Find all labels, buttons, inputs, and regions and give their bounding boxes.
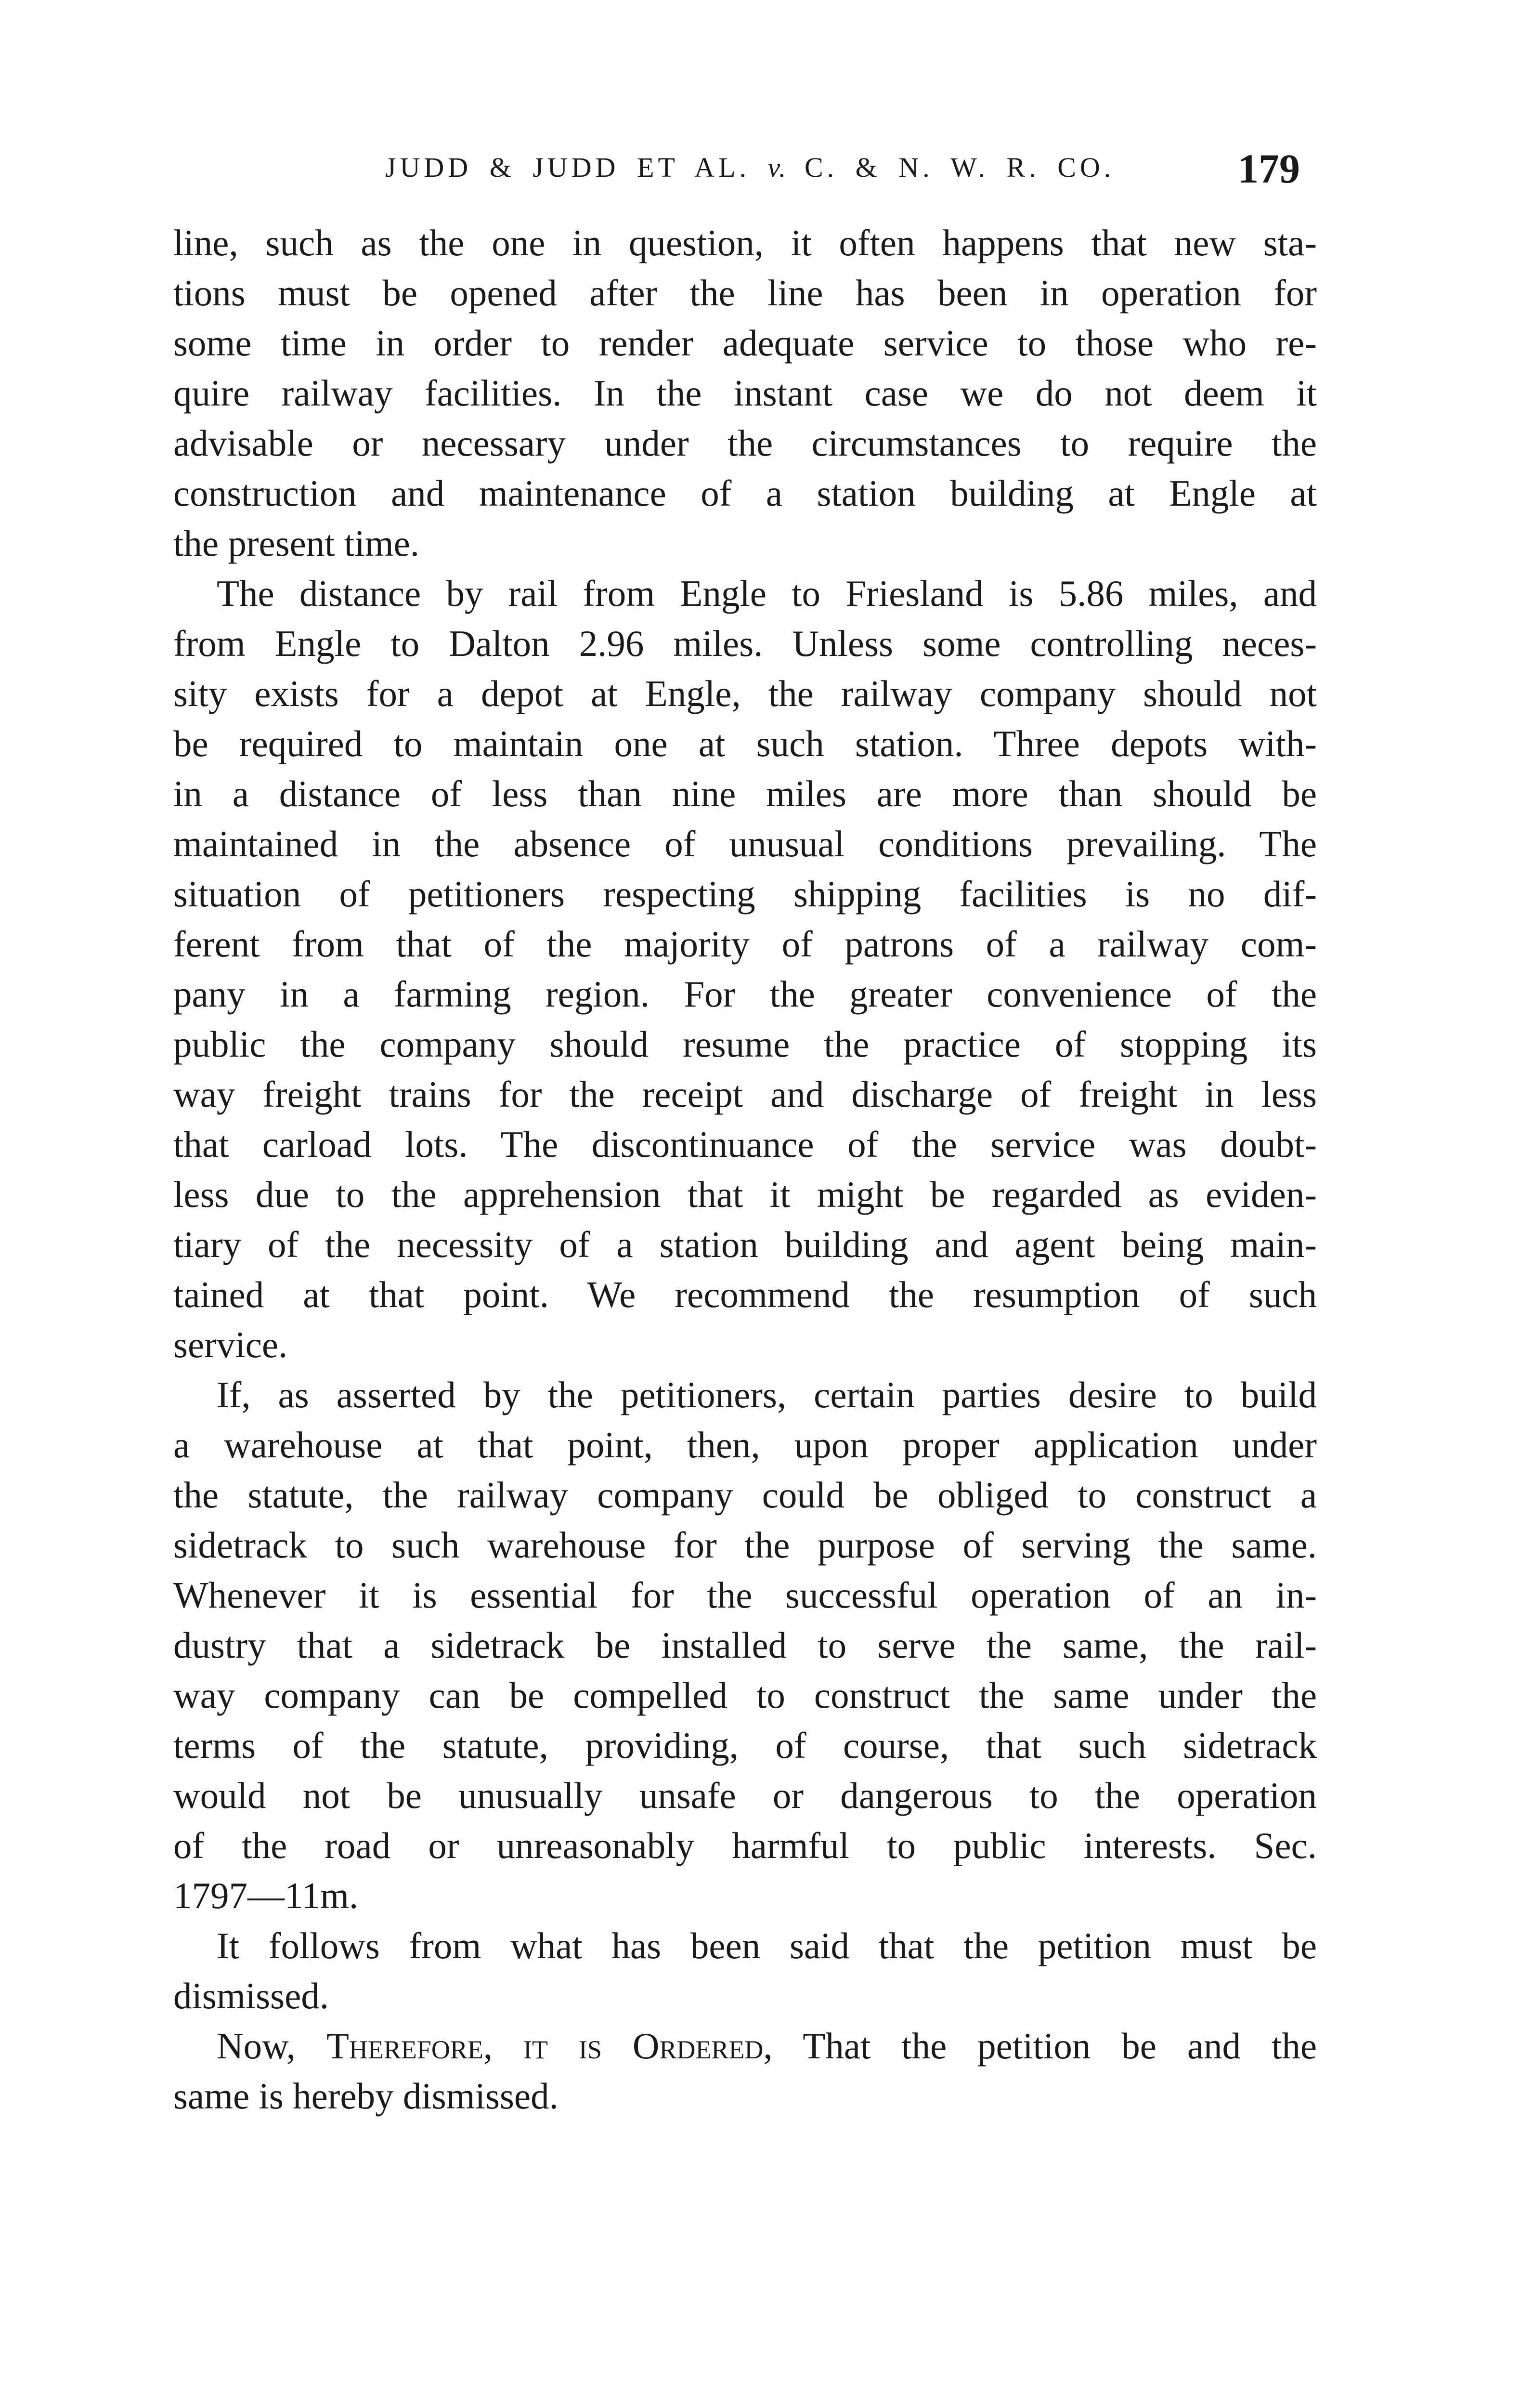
- text-line: that carload lots. The discontinuance of the service was doubt-: [173, 1124, 1317, 1165]
- page-number: 179: [1238, 145, 1300, 192]
- opinion-body: [173, 218, 1317, 2121]
- text-line: some time in order to render adequate service to those who re-: [173, 322, 1317, 364]
- running-head-parties: JUDD & JUDD ET AL.: [385, 152, 750, 183]
- text-line: less due to the apprehension that it might be regarded as eviden-: [173, 1174, 1317, 1215]
- text-line: dustry that a sidetrack be installed to serve the same, the rail-: [173, 1624, 1317, 1666]
- text-line: tions must be opened after the line has been in operation for: [173, 272, 1317, 314]
- text-line: would not be unusually unsafe or dangerous to the operation: [173, 1775, 1317, 1816]
- text-line: way freight trains for the receipt and discharge of freight in less: [173, 1073, 1317, 1115]
- order-therefore: Therefore, it is Ordered,: [326, 2025, 773, 2067]
- text-line: 1797—11m.: [173, 1875, 359, 1916]
- text-line: construction and maintenance of a station building at Engle at: [173, 472, 1317, 514]
- paragraph-3: [173, 1370, 1317, 1921]
- order-now: Now,: [217, 2025, 326, 2067]
- text-line: from Engle to Dalton 2.96 miles. Unless some controlling neces-: [173, 623, 1317, 664]
- text-line: pany in a farming region. For the greater convenience of the: [173, 973, 1317, 1015]
- text-line: way company can be compelled to construct the same under the: [173, 1675, 1317, 1716]
- text-line: sidetrack to such warehouse for the purpose of serving the same.: [173, 1524, 1317, 1566]
- text-line: maintained in the absence of unusual conditions prevailing. The: [173, 823, 1317, 864]
- text-line: in a distance of less than nine miles are more than should be: [173, 773, 1317, 814]
- text-line: service.: [173, 1324, 288, 1365]
- text-line: terms of the statute, providing, of course, that such sidetrack: [173, 1725, 1317, 1766]
- text-line: If, as asserted by the petitioners, certain parties desire to build: [217, 1374, 1317, 1415]
- text-line: ferent from that of the majority of patrons of a railway com-: [173, 923, 1317, 965]
- paragraph-1: [173, 218, 1317, 568]
- text-line: The distance by rail from Engle to Friesland is 5.86 miles, and: [217, 573, 1317, 614]
- running-head-versus: v.: [767, 152, 787, 183]
- text-line: quire railway facilities. In the instant case we do not deem it: [173, 372, 1317, 414]
- text-line: tiary of the necessity of a station building and agent being main-: [173, 1224, 1317, 1265]
- order-paragraph: [173, 2021, 1317, 2121]
- order-line: [173, 2021, 1317, 2071]
- text-line: same is hereby dismissed.: [173, 2075, 559, 2117]
- order-rest: That the petition be and the: [772, 2025, 1317, 2067]
- text-line: a warehouse at that point, then, upon proper application under: [173, 1424, 1317, 1466]
- text-line: It follows from what has been said that the petition must be: [217, 1925, 1317, 1966]
- paragraph-2: [173, 568, 1317, 1370]
- text-line: the present time.: [173, 523, 420, 564]
- page-header: [173, 144, 1329, 202]
- text-line: public the company should resume the practice of stopping its: [173, 1023, 1317, 1065]
- running-head: [385, 151, 1115, 183]
- paragraph-4: [173, 1921, 1317, 2021]
- text-line: situation of petitioners respecting shipping facilities is no dif-: [173, 873, 1317, 915]
- text-line: the statute, the railway company could be obliged to construct a: [173, 1474, 1317, 1516]
- text-line: dismissed.: [173, 1975, 329, 2016]
- text-line: line, such as the one in question, it often happens that new sta-: [173, 222, 1317, 263]
- text-line: be required to maintain one at such station. Three depots with-: [173, 723, 1317, 764]
- text-line: of the road or unreasonably harmful to public interests. Sec.: [173, 1825, 1317, 1866]
- text-line: sity exists for a depot at Engle, the railway company should not: [173, 673, 1317, 714]
- text-line: advisable or necessary under the circumstances to require the: [173, 422, 1317, 464]
- text-line: tained at that point. We recommend the resumption of such: [173, 1274, 1317, 1315]
- text-line: Whenever it is essential for the successful operation of an in-: [173, 1574, 1317, 1616]
- running-head-defendant: C. & N. W. R. CO.: [804, 152, 1115, 183]
